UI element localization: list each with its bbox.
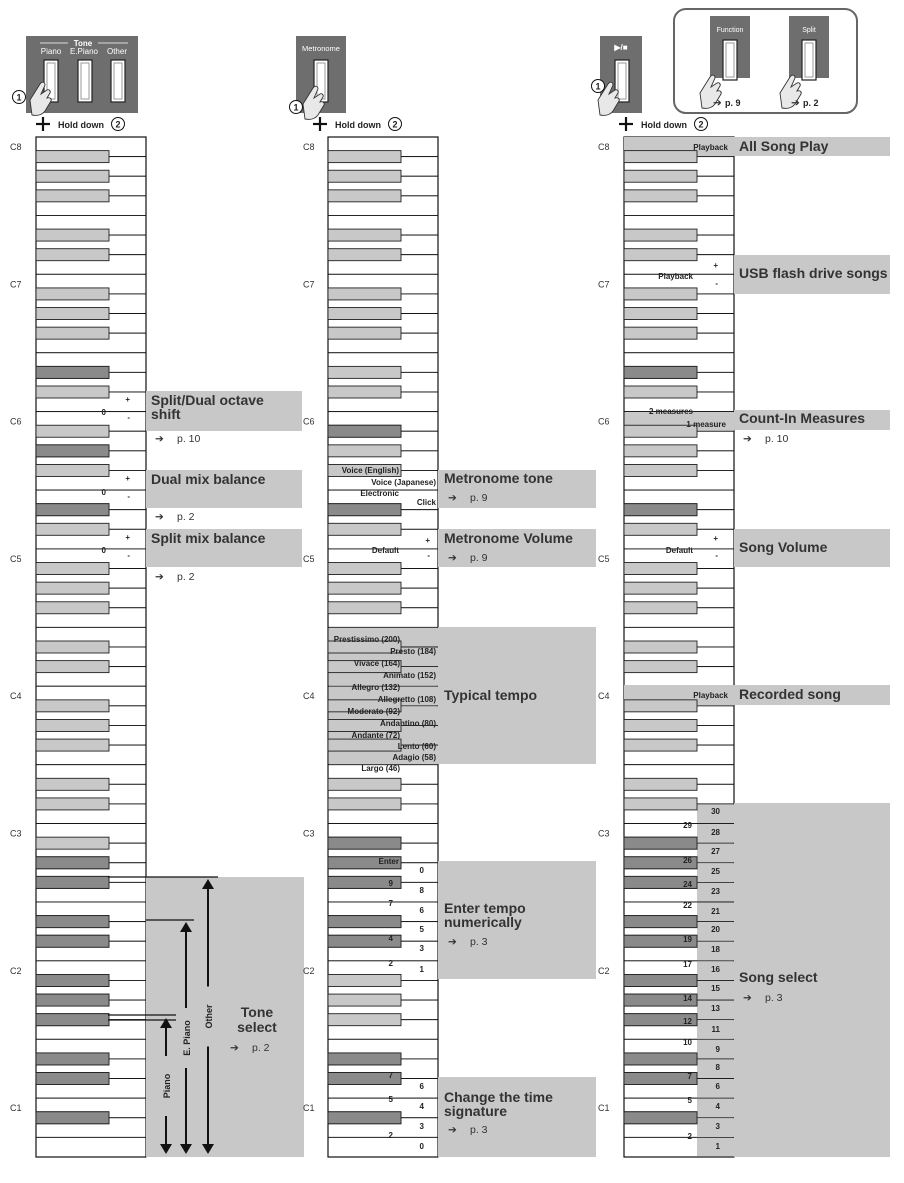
black-key [36, 523, 109, 535]
black-key-active [328, 425, 401, 437]
option-label: Electronic [360, 489, 399, 498]
arrow-icon: ➔ [448, 552, 457, 564]
black-key [624, 641, 697, 653]
black-key-active [624, 1073, 697, 1085]
section-title: Enter tempo [444, 900, 526, 916]
black-key-active [624, 1112, 697, 1124]
black-key [36, 190, 109, 202]
plus-label: + [125, 533, 130, 542]
playback-label: Playback [658, 272, 693, 281]
black-key [328, 288, 401, 300]
option-label: 2 measures [648, 407, 693, 416]
digit-label: 9 [388, 879, 393, 888]
black-key [36, 641, 109, 653]
song-number-label: 26 [683, 856, 692, 865]
black-key [624, 563, 697, 575]
black-key [36, 327, 109, 339]
octave-label: C6 [10, 416, 22, 427]
digit-label: 3 [419, 944, 424, 953]
panel-button [615, 60, 629, 102]
black-key [328, 445, 401, 457]
black-key [328, 739, 401, 751]
minus-label: - [715, 279, 718, 288]
song-number-label: 14 [683, 994, 692, 1003]
section-title: Typical tempo [444, 687, 538, 703]
black-key-active [36, 504, 109, 516]
black-key [624, 464, 697, 476]
black-key-active [624, 504, 697, 516]
song-number-label: 17 [683, 960, 692, 969]
octave-label: C1 [303, 1103, 315, 1114]
digit-label: 8 [419, 886, 424, 895]
octave-label: C2 [10, 965, 22, 976]
black-key [36, 837, 109, 849]
octave-label: C7 [10, 279, 22, 290]
tempo-label: Lento (60) [397, 742, 436, 751]
section-title: Metronome Volume [444, 530, 573, 546]
split-label: Split [802, 27, 816, 34]
section-title: All Song Play [739, 138, 829, 154]
octave-label: C2 [598, 965, 610, 976]
arrow-icon: ➔ [743, 992, 752, 1004]
digit-label: 7 [388, 899, 393, 908]
function-ref: p. 9 [725, 98, 741, 108]
song-number-label: 1 [715, 1142, 720, 1151]
song-number-label: 30 [711, 807, 720, 816]
page-reference: p. 9 [470, 552, 488, 564]
plus-label: + [713, 261, 718, 270]
black-key [328, 523, 401, 535]
song-number-label: 4 [715, 1102, 720, 1111]
range-label: Piano [162, 1073, 172, 1099]
black-key-active [36, 974, 109, 986]
section-title: Metronome tone [444, 470, 553, 486]
page-reference: p. 3 [765, 992, 783, 1004]
black-key [36, 386, 109, 398]
octave-label: C4 [598, 691, 610, 702]
black-key [36, 464, 109, 476]
black-key [328, 602, 401, 614]
digit-label: 0 [419, 1142, 424, 1151]
black-key [328, 994, 401, 1006]
black-key [624, 661, 697, 673]
tempo-label: Animato (152) [383, 671, 436, 680]
black-key [328, 151, 401, 163]
octave-label: C3 [10, 828, 22, 839]
song-number-label: 11 [711, 1025, 720, 1034]
arrow-icon: ➔ [448, 936, 457, 948]
octave-label: C2 [303, 965, 315, 976]
black-key [36, 308, 109, 320]
digit-label: 7 [388, 1071, 393, 1080]
black-key [328, 366, 401, 378]
black-key [624, 700, 697, 712]
octave-label: C8 [10, 142, 22, 152]
black-key [624, 445, 697, 457]
song-number-label: 2 [687, 1132, 692, 1141]
panel-button [723, 40, 737, 80]
panel-button [802, 40, 816, 80]
white-key [36, 1137, 146, 1157]
octave-label: C6 [598, 416, 610, 427]
tone-select-title: Tone [240, 1004, 274, 1020]
black-key [624, 778, 697, 790]
minus-label: - [427, 551, 430, 560]
black-key [36, 661, 109, 673]
black-key [624, 386, 697, 398]
digit-label: 1 [419, 965, 424, 974]
black-key [328, 974, 401, 986]
song-number-label: 9 [715, 1045, 720, 1054]
black-key [36, 563, 109, 575]
black-key [36, 778, 109, 790]
page-reference: p. 2 [177, 511, 195, 523]
black-key [328, 563, 401, 575]
arrow-icon: ➔ [230, 1042, 239, 1054]
black-key [328, 190, 401, 202]
song-number-label: 24 [683, 880, 692, 889]
black-key [36, 582, 109, 594]
song-number-label: 5 [687, 1096, 692, 1105]
panel-button [78, 60, 92, 102]
section-title: USB flash drive songs [739, 265, 888, 281]
option-label: Click [416, 498, 436, 507]
hold-down-label: Hold down [58, 120, 104, 130]
page-reference: p. 2 [177, 571, 195, 583]
octave-label: C7 [598, 279, 610, 290]
black-key [624, 602, 697, 614]
black-key-active [36, 1073, 109, 1085]
metronome-panel-header: Metronome [302, 44, 340, 53]
black-key [624, 739, 697, 751]
black-key-active [36, 935, 109, 947]
tone-panel-header: Tone [73, 39, 93, 48]
black-key-active [36, 366, 109, 378]
default-label: Default [665, 546, 693, 555]
tempo-label: Vivace (164) [353, 659, 400, 668]
digit-label: 6 [419, 906, 424, 915]
step-two-number: 2 [392, 119, 398, 130]
song-number-label: 16 [711, 965, 720, 974]
panel-button [111, 60, 125, 102]
playback-label: Playback [693, 691, 728, 700]
song-number-label: 3 [715, 1122, 720, 1131]
octave-label: C1 [10, 1103, 22, 1114]
black-key-active [36, 1014, 109, 1026]
octave-label: C3 [303, 828, 315, 839]
arrow-icon: ➔ [155, 511, 164, 523]
song-number-label: 28 [711, 828, 720, 837]
section-title: Split/Dual octave [151, 392, 264, 408]
black-key-active [624, 916, 697, 928]
black-key [36, 425, 109, 437]
digit-label: 2 [388, 959, 393, 968]
page-reference: p. 10 [765, 433, 789, 445]
tempo-label: Prestissimo (200) [333, 635, 400, 644]
arrow-icon: ➔ [448, 1124, 457, 1136]
song-number-label: 15 [711, 984, 720, 993]
step-one-number: 1 [595, 81, 601, 92]
plus-label: + [713, 534, 718, 543]
arrow-icon: ➔ [448, 492, 457, 504]
section-title: Change the time [444, 1089, 553, 1105]
arrow-icon: ➔ [713, 97, 722, 109]
song-number-label: 6 [715, 1082, 720, 1091]
plus-label: + [125, 395, 130, 404]
octave-label: C5 [10, 553, 22, 564]
page-reference: p. 2 [252, 1042, 270, 1054]
option-label: Voice (Japanese) [371, 478, 436, 487]
octave-label: C3 [598, 828, 610, 839]
black-key [328, 170, 401, 182]
tone-button-label: Piano [40, 47, 62, 56]
range-label: E. Piano [182, 1020, 192, 1056]
black-key [36, 151, 109, 163]
tempo-label: Allegretto (108) [377, 695, 436, 704]
minus-label: - [127, 413, 130, 422]
default-label: Default [371, 546, 399, 555]
song-number-label: 21 [711, 907, 720, 916]
black-key-active [36, 994, 109, 1006]
black-key-active [36, 876, 109, 888]
black-key [624, 523, 697, 535]
black-key [36, 288, 109, 300]
song-number-label: 25 [711, 867, 720, 876]
option-label: Voice (English) [341, 466, 399, 475]
minus-label: - [127, 551, 130, 560]
black-key-active [36, 445, 109, 457]
black-key-active [36, 916, 109, 928]
octave-label: C4 [303, 691, 315, 702]
digit-label: 3 [419, 1122, 424, 1131]
black-key [624, 582, 697, 594]
arrow-icon: ➔ [791, 97, 800, 109]
section-title: numerically [444, 914, 522, 930]
section-title: shift [151, 406, 181, 422]
black-key [328, 249, 401, 261]
black-key [624, 229, 697, 241]
black-key [36, 170, 109, 182]
section-title: Count-In Measures [739, 410, 866, 426]
hold-down-label: Hold down [335, 120, 381, 130]
black-key [328, 308, 401, 320]
enter-label: Enter [378, 857, 399, 866]
tone-select-title: select [237, 1019, 277, 1035]
black-key [624, 798, 697, 810]
black-key-active [36, 857, 109, 869]
octave-label: C5 [598, 553, 610, 564]
black-key-active [36, 1053, 109, 1065]
black-key [624, 151, 697, 163]
black-key-active [328, 504, 401, 516]
octave-label: C4 [10, 691, 22, 702]
song-number-label: 10 [683, 1038, 692, 1047]
tone-button-label: E.Piano [69, 47, 99, 56]
step-two-number: 2 [698, 119, 704, 130]
song-number-label: 23 [711, 887, 720, 896]
black-key [328, 327, 401, 339]
song-number-label: 18 [711, 945, 720, 954]
default-label: 0 [101, 546, 106, 555]
default-label: 0 [101, 408, 106, 417]
black-key [328, 229, 401, 241]
song-number-label: 12 [683, 1017, 692, 1026]
black-key-active [328, 1112, 401, 1124]
black-key-active [624, 366, 697, 378]
black-key [328, 386, 401, 398]
step-two-number: 2 [115, 119, 121, 130]
song-number-label: 8 [715, 1063, 720, 1072]
step-one-number: 1 [293, 102, 299, 113]
function-label: Function [716, 27, 744, 34]
arrow-icon: ➔ [155, 433, 164, 445]
digit-label: 4 [419, 1102, 424, 1111]
black-key [624, 719, 697, 731]
black-key [328, 778, 401, 790]
plus-label: + [425, 536, 430, 545]
tone-button-label: Other [106, 47, 128, 56]
playback-label: Playback [693, 143, 728, 152]
black-key [36, 739, 109, 751]
black-key [624, 288, 697, 300]
black-key-active [36, 1112, 109, 1124]
digit-label: 6 [419, 1082, 424, 1091]
song-number-label: 27 [711, 847, 720, 856]
black-key-active [328, 1053, 401, 1065]
black-key [328, 582, 401, 594]
black-key [328, 1014, 401, 1026]
section-title: Song select [739, 969, 818, 985]
hold-down-label: Hold down [641, 120, 687, 130]
arrow-icon: ➔ [155, 571, 164, 583]
black-key [624, 190, 697, 202]
song-number-label: 22 [683, 901, 692, 910]
minus-label: - [715, 551, 718, 560]
tempo-label: Andantino (80) [380, 719, 436, 728]
step-one-number: 1 [16, 92, 22, 103]
option-label: 1 measure [686, 420, 726, 429]
octave-label: C1 [598, 1103, 610, 1114]
tempo-label: Presto (184) [390, 647, 436, 656]
black-key [36, 798, 109, 810]
section-title: Dual mix balance [151, 471, 266, 487]
black-key [328, 798, 401, 810]
split-ref: p. 2 [803, 98, 819, 108]
black-key-active [328, 916, 401, 928]
octave-label: C5 [303, 553, 315, 564]
section-title: signature [444, 1103, 508, 1119]
page-reference: p. 3 [470, 936, 488, 948]
black-key [624, 170, 697, 182]
black-key-active [328, 837, 401, 849]
play-stop-icon: ▶/■ [614, 43, 628, 52]
section-title: Split mix balance [151, 530, 266, 546]
black-key [36, 602, 109, 614]
black-key [36, 249, 109, 261]
tempo-label: Adagio (58) [392, 753, 436, 762]
black-key-active [624, 1053, 697, 1065]
octave-label: C7 [303, 279, 315, 290]
song-number-label: 20 [711, 925, 720, 934]
black-key-active [624, 837, 697, 849]
black-key [36, 719, 109, 731]
arrow-icon: ➔ [743, 433, 752, 445]
default-label: 0 [101, 488, 106, 497]
section-title: Recorded song [739, 686, 841, 702]
octave-label: C6 [303, 416, 315, 427]
page-reference: p. 9 [470, 492, 488, 504]
octave-label: C8 [303, 142, 315, 152]
song-number-label: 29 [683, 821, 692, 830]
song-number-label: 7 [687, 1072, 692, 1081]
black-key [624, 308, 697, 320]
page-reference: p. 3 [470, 1124, 488, 1136]
digit-label: 4 [388, 934, 393, 943]
black-key [36, 700, 109, 712]
section-title: Song Volume [739, 539, 828, 555]
minus-label: - [127, 492, 130, 501]
range-label: Other [204, 1004, 214, 1029]
tempo-label: Moderato (92) [347, 707, 400, 716]
digit-label: 2 [388, 1131, 393, 1140]
black-key-active [624, 974, 697, 986]
octave-label: C8 [598, 142, 610, 152]
plus-label: + [125, 474, 130, 483]
digit-label: 5 [388, 1095, 393, 1104]
black-key [624, 249, 697, 261]
digit-label: 5 [419, 925, 424, 934]
black-key [624, 327, 697, 339]
black-key [36, 229, 109, 241]
tempo-label: Allegro (132) [351, 683, 400, 692]
page-reference: p. 10 [177, 433, 201, 445]
digit-label: 0 [419, 866, 424, 875]
tempo-label: Largo (46) [361, 764, 400, 773]
tempo-label: Andante (72) [351, 731, 400, 740]
song-number-label: 19 [683, 935, 692, 944]
song-number-label: 13 [711, 1004, 720, 1013]
